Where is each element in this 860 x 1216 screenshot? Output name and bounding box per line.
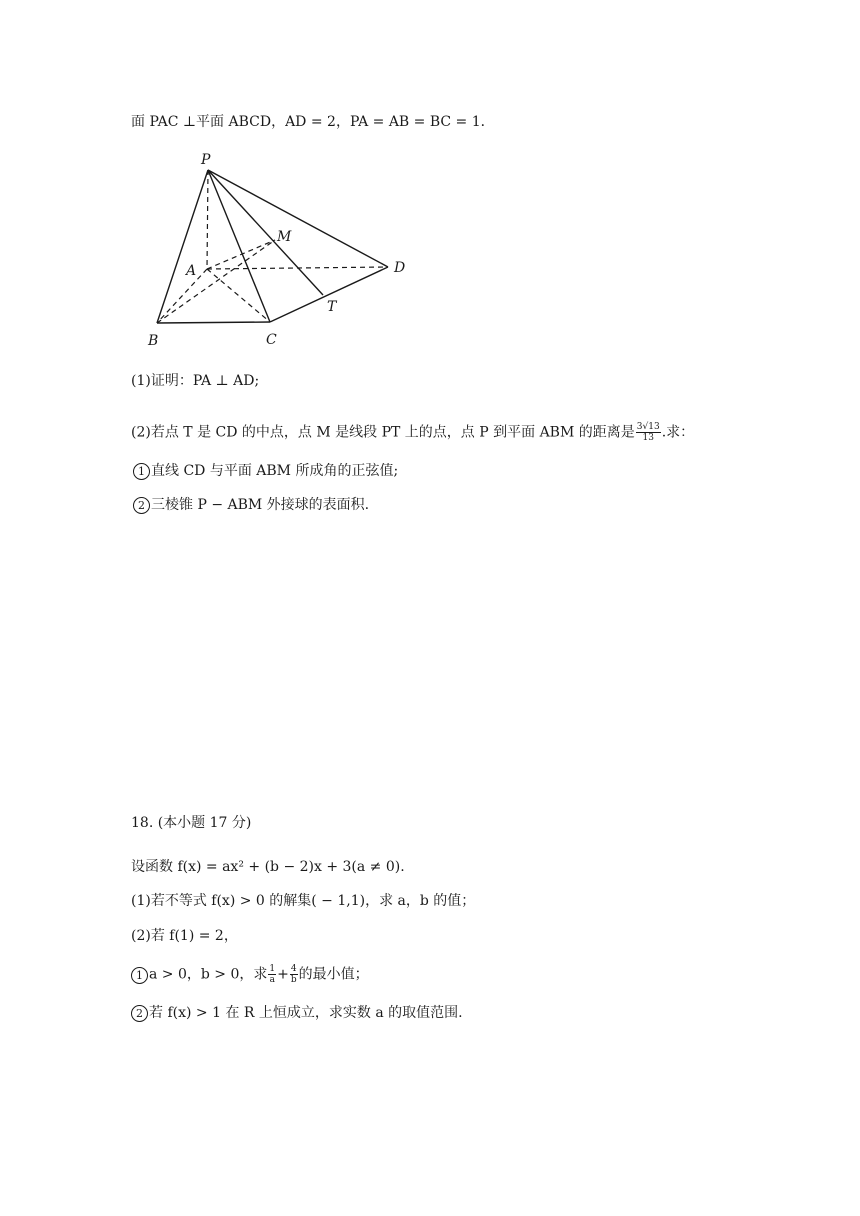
problem18-sub1 (131, 964, 369, 985)
edge-PB (157, 170, 208, 323)
part2-prefix: (2)若点 T 是 CD 的中点，点 M 是线段 PT 上的点，点 P 到平面 ABM 的距离是 (131, 424, 635, 441)
sub2-text: 若 f(x) > 1 在 R 上恒成立，求实数 a 的取值范围. (149, 1005, 463, 1021)
part2-suffix: .求： (661, 424, 695, 441)
problem18-header: 18. (本小题 17 分) (131, 815, 252, 831)
edge-AM (207, 240, 275, 269)
sub2-text: 三棱锥 P − ABM 外接球的表面积. (151, 497, 370, 513)
problem17-sub1 (133, 461, 398, 481)
plus-sign: + (277, 966, 289, 983)
fraction-numerator: 3√13 (636, 422, 660, 432)
sub1-text: 直线 CD 与平面 ABM 所成角的正弦值; (151, 463, 399, 479)
fraction-denominator: 13 (642, 433, 654, 443)
problem18-sub2 (131, 1003, 463, 1023)
edge-BC (157, 322, 270, 323)
circled-number-2: 2 (131, 1005, 148, 1022)
problem18-part2: (2)若 f(1) = 2， (131, 928, 238, 944)
edge-PA (207, 170, 208, 269)
fraction-1-over-a (268, 964, 276, 985)
label-B: B (148, 333, 159, 349)
fraction-denominator: b (290, 975, 297, 985)
problem17-part2 (131, 422, 694, 443)
edge-AC (207, 269, 270, 322)
label-D: D (394, 260, 406, 276)
fraction-denominator: a (269, 975, 275, 985)
sub1-suffix: 的最小值； (298, 966, 369, 983)
label-M: M (277, 229, 292, 245)
edge-PD (208, 170, 388, 267)
label-T: T (327, 299, 337, 315)
fraction-4-over-b (290, 964, 298, 985)
circled-number-2: 2 (133, 497, 150, 514)
distance-fraction (636, 422, 661, 443)
problem18-function-def: 设函数 f(x) = ax² + (b − 2)x + 3(a ≠ 0). (131, 859, 405, 875)
edge-AB (157, 269, 207, 323)
sub1-prefix: a > 0，b > 0，求 (149, 966, 268, 983)
pyramid-figure (140, 145, 410, 350)
edge-PT (208, 170, 323, 295)
fraction-numerator: 1 (269, 964, 276, 974)
circled-number-1: 1 (131, 967, 148, 984)
circled-number-1: 1 (133, 463, 150, 480)
problem17-sub2 (133, 495, 369, 515)
label-P: P (201, 152, 211, 168)
label-A: A (186, 263, 197, 279)
problem18-part1: (1)若不等式 f(x) > 0 的解集( − 1,1)，求 a，b 的值； (131, 893, 476, 909)
problem17-part1: (1)证明：PA ⊥ AD; (131, 373, 260, 389)
problem17-premise: 面 PAC ⊥平面 ABCD，AD = 2，PA = AB = BC = 1． (131, 114, 495, 130)
fraction-numerator: 4 (290, 964, 297, 974)
label-C: C (266, 332, 277, 348)
